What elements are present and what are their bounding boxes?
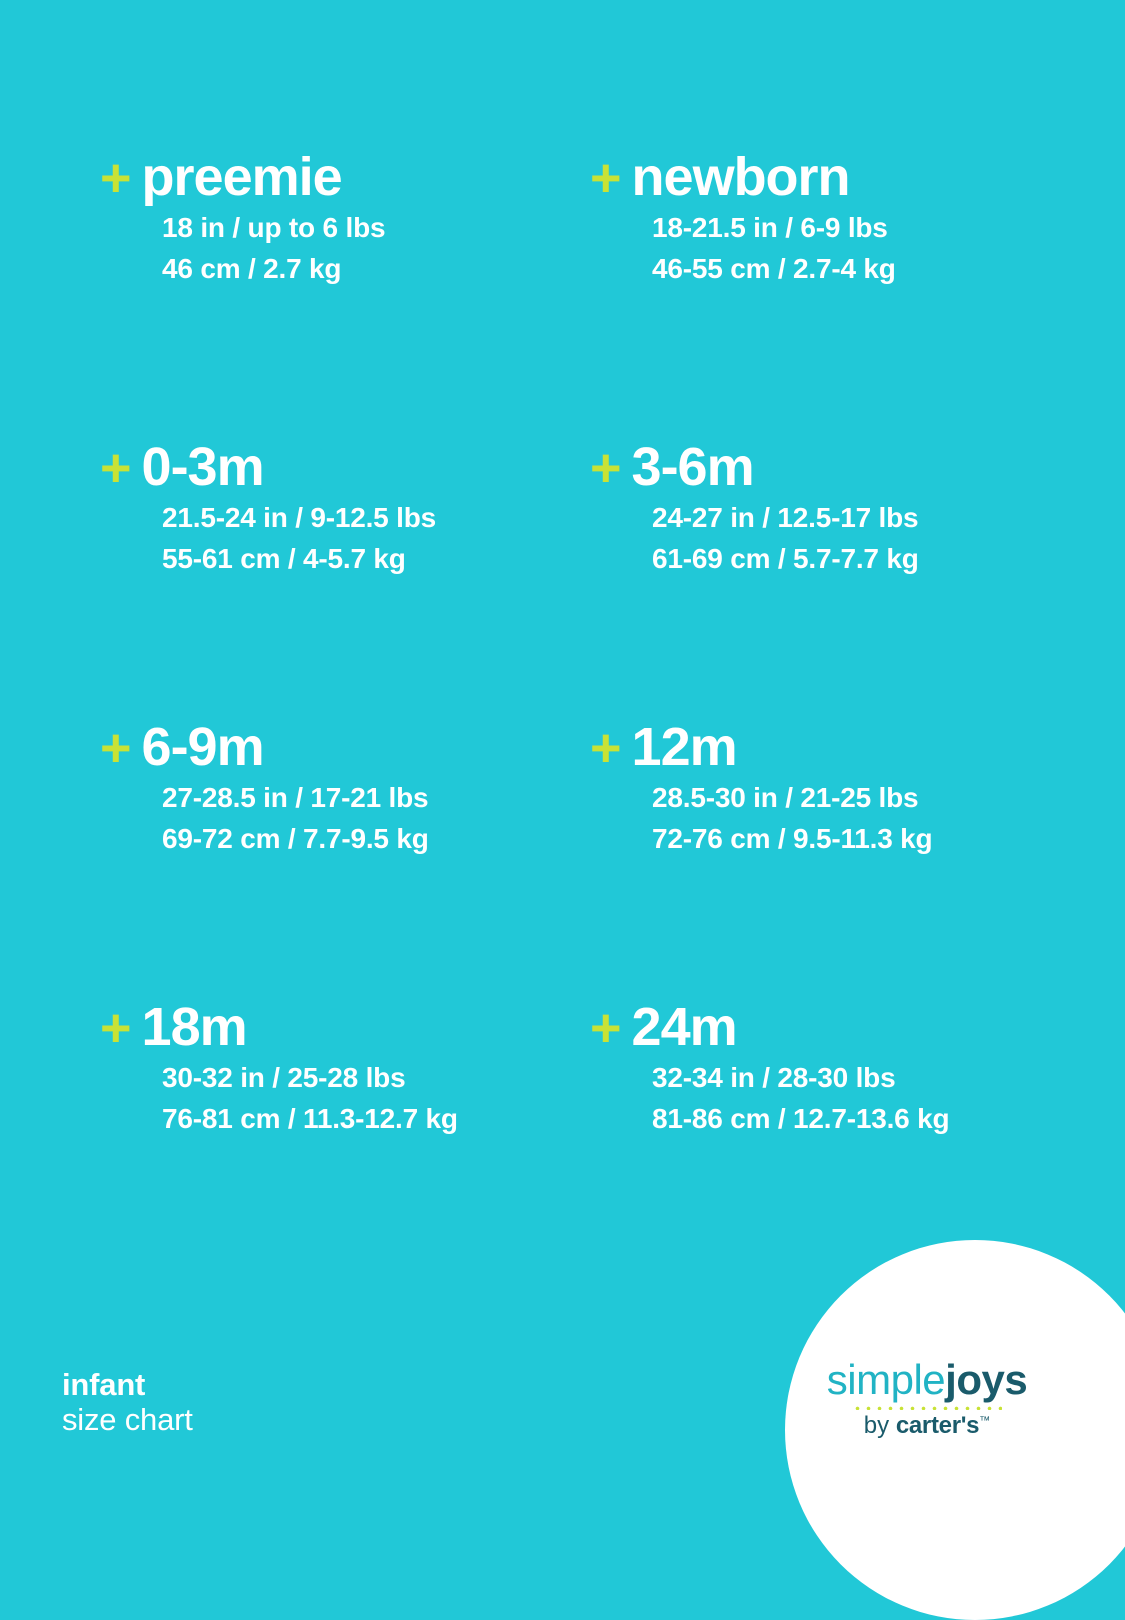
size-label: preemie [141, 147, 342, 207]
brand-word-joys: joys [945, 1356, 1028, 1403]
size-heading [590, 437, 1060, 499]
size-metric: 69-72 cm / 7.7-9.5 kg [162, 822, 429, 854]
size-card-newborn [590, 147, 1060, 440]
plus-icon: + [100, 148, 132, 209]
size-label: 6-9m [141, 717, 264, 777]
size-metric: 76-81 cm / 11.3-12.7 kg [162, 1102, 458, 1134]
size-metric: 55-61 cm / 4-5.7 kg [162, 542, 406, 574]
chart-title [62, 1367, 193, 1438]
size-label: 24m [631, 997, 737, 1057]
size-card-0-3m [100, 437, 590, 720]
size-heading [100, 717, 590, 779]
size-imperial: 18 in / up to 6 lbs [162, 212, 386, 243]
byline-by: by [863, 1412, 890, 1439]
brand-logo-wordmark [777, 1356, 1077, 1403]
size-metric: 61-69 cm / 5.7-7.7 kg [652, 542, 919, 574]
chart-title-line1: infant [62, 1366, 146, 1402]
plus-icon: + [590, 998, 622, 1059]
size-grid [100, 147, 1060, 1170]
size-metric: 46 cm / 2.7 kg [162, 252, 342, 284]
size-imperial: 28.5-30 in / 21-25 lbs [652, 782, 919, 813]
plus-icon: + [590, 438, 622, 499]
brand-byline [777, 1412, 1077, 1440]
size-heading [100, 437, 590, 499]
size-label: 0-3m [141, 437, 264, 497]
plus-icon: + [590, 718, 622, 779]
size-heading [100, 147, 590, 209]
size-heading [590, 147, 1060, 209]
size-imperial: 30-32 in / 25-28 lbs [162, 1062, 406, 1093]
size-card-12m [590, 717, 1060, 1000]
plus-icon: + [590, 148, 622, 209]
size-card-18m [100, 997, 590, 1170]
size-label: newborn [631, 147, 850, 207]
size-card-preemie [100, 147, 590, 440]
dotted-divider [852, 1406, 1002, 1410]
size-label: 3-6m [631, 437, 754, 497]
size-label: 18m [141, 997, 247, 1057]
size-card-3-6m [590, 437, 1060, 720]
size-imperial: 24-27 in / 12.5-17 lbs [652, 502, 919, 533]
size-card-24m [590, 997, 1060, 1170]
size-heading [100, 997, 590, 1059]
size-heading [590, 997, 1060, 1059]
brand-logo [777, 1356, 1077, 1440]
size-card-6-9m [100, 717, 590, 1000]
size-imperial: 32-34 in / 28-30 lbs [652, 1062, 896, 1093]
size-imperial: 18-21.5 in / 6-9 lbs [652, 212, 888, 243]
size-metric: 72-76 cm / 9.5-11.3 kg [652, 822, 933, 854]
size-imperial: 27-28.5 in / 17-21 lbs [162, 782, 429, 813]
size-metric: 46-55 cm / 2.7-4 kg [652, 252, 896, 284]
size-metric: 81-86 cm / 12.7-13.6 kg [652, 1102, 950, 1134]
plus-icon: + [100, 718, 132, 779]
brand-word-simple: simple [826, 1356, 946, 1403]
size-label: 12m [631, 717, 737, 777]
plus-icon: + [100, 438, 132, 499]
byline-brand: carter's [895, 1412, 980, 1439]
trademark-symbol: ™ [979, 1415, 991, 1427]
size-heading [590, 717, 1060, 779]
plus-icon: + [100, 998, 132, 1059]
chart-title-line2: size chart [62, 1402, 193, 1438]
size-imperial: 21.5-24 in / 9-12.5 lbs [162, 502, 436, 533]
